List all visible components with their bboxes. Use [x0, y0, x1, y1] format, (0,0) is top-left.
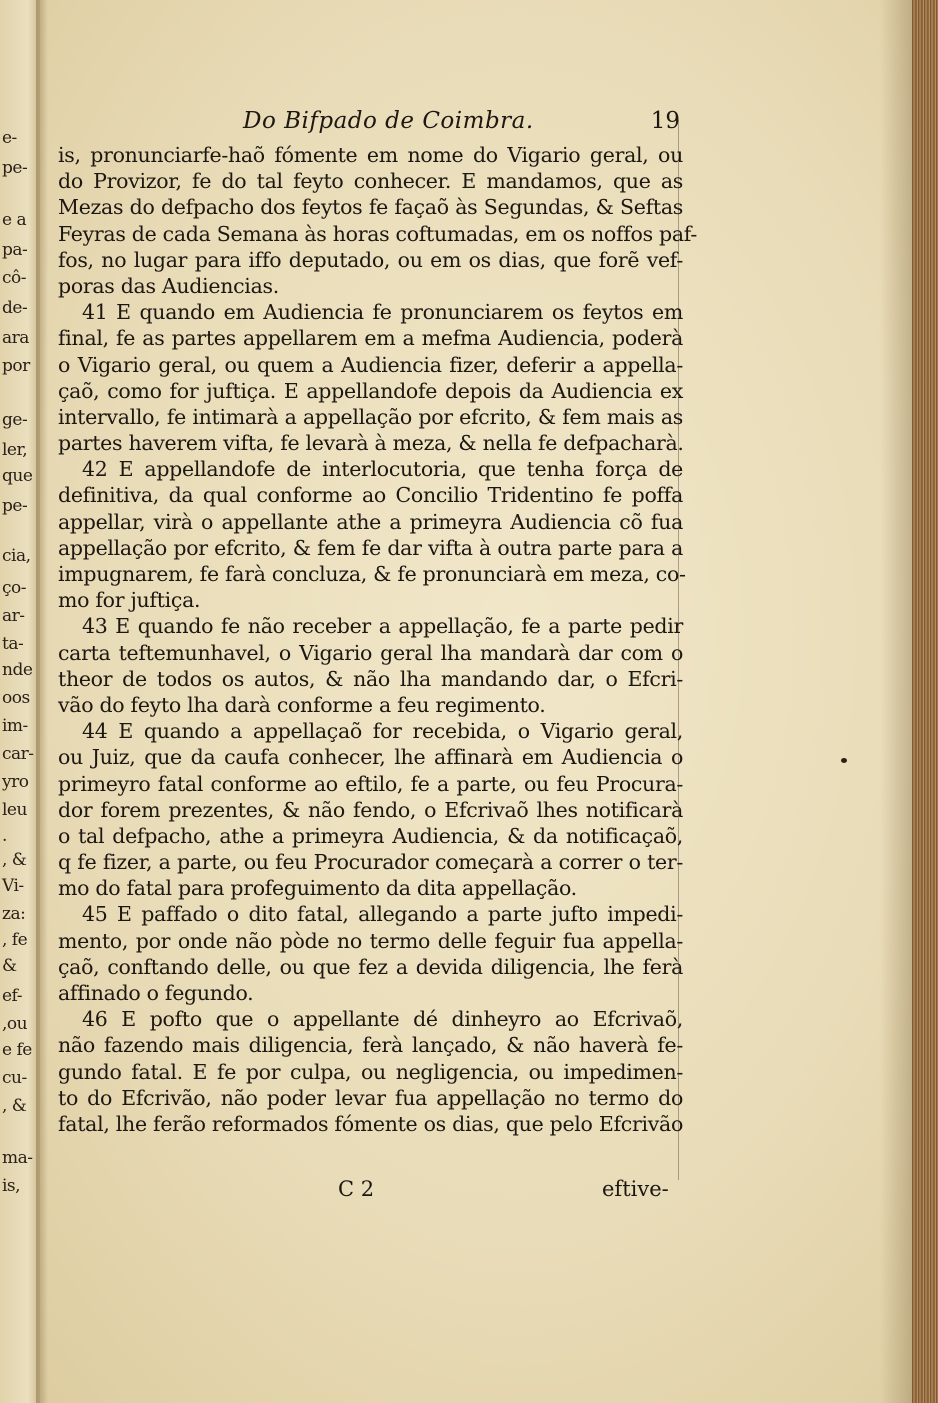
text-line: q fe fizer, a parte, ou feu Procurador começarà a correr o ter- [58, 850, 683, 875]
prev-page-fragment: e fe [2, 1040, 32, 1060]
text-line: fos, no lugar para iffo deputado, ou em os dias, que forẽ vef- [58, 247, 683, 272]
prev-page-fragment: za: [2, 904, 26, 924]
text-line: 43 E quando fe não receber a appellação, fe a parte pedir [82, 614, 683, 639]
prev-page-fragment: e- [2, 128, 17, 148]
text-line: 46 E pofto que o appellante dé dinheyro ao Efcrivaõ, [82, 1007, 683, 1032]
text-line: do Provizor, fe do tal feyto conhecer. E mandamos, que as [58, 169, 683, 194]
text-line: dor forem prezentes, & não fendo, o Efcrivaõ lhes notificarà [58, 797, 683, 822]
text-line: theor de todos os autos, & não lha mandando dar, o Efcri- [58, 666, 683, 691]
ink-spot [841, 758, 847, 763]
catchword: eftive- [602, 1177, 669, 1201]
prev-page-fragment: yro [2, 772, 29, 792]
prev-page-fragment: , fe [2, 930, 28, 950]
text-line: fatal, lhe ferão reformados fómente os dias, que pelo Efcrivão [58, 1111, 683, 1136]
prev-page-fragment: ,ou [2, 1014, 28, 1034]
prev-page-fragment: que [2, 466, 33, 486]
body-text [58, 142, 697, 1137]
prev-page-fragment: ta- [2, 634, 24, 654]
text-line: poras das Audiencias. [58, 273, 279, 298]
text-line: affinado o fegundo. [58, 981, 254, 1005]
text-line: primeyro fatal conforme ao eftilo, fe a parte, ou feu Procura- [58, 771, 683, 796]
text-line: 41 E quando em Audiencia fe pronunciarem os feytos em [82, 300, 683, 325]
prev-page-fragment: de- [2, 298, 28, 318]
text-line: appellar, virà o appellante athe a primeyra Audiencia cõ fua [58, 509, 683, 534]
text-line: to do Efcrivão, não poder levar fua appellação no termo do [58, 1085, 683, 1110]
text-line: appellação por efcrito, & fem fe dar vifta à outra parte para a [58, 535, 683, 560]
text-line: não fazendo mais diligencia, ferà lançado, & não haverà fe- [58, 1033, 683, 1058]
prev-page-fragment: is, [2, 1176, 21, 1196]
prev-page-fragment: ar- [2, 606, 25, 626]
prev-page-fragment: & [2, 956, 17, 976]
prev-page-fragment: oos [2, 688, 30, 708]
text-line: mo do fatal para profeguimento da dita appellação. [58, 876, 577, 901]
book-gutter [36, 0, 48, 1403]
text-line: impugnarem, fe farà concluza, & fe pronunciarà em meza, co- [58, 562, 686, 586]
text-line: is, pronunciarfe-haõ fómente em nome do Vigario geral, ou [58, 143, 683, 167]
text-line: mento, por onde não pòde no termo delle feguir fua appella- [58, 928, 683, 953]
prev-page-fragment: ре- [2, 158, 28, 178]
prev-page-fragment: ara [2, 328, 29, 348]
text-line: o Vigario geral, ou quem a Audiencia fizer, deferir a appella- [58, 352, 683, 377]
running-title: Do Bifpado de Coimbra. [243, 108, 534, 134]
text-line: gundo fatal. E fe por culpa, ou negligencia, ou impedimen- [58, 1059, 683, 1084]
prev-page-fragment: ma- [2, 1148, 33, 1168]
text-line: çaõ, conftando delle, ou que fez a devida diligencia, lhe ferà [58, 954, 683, 979]
text-line: çaõ, como for juftiça. E appellandofe depois da Audiencia ex [58, 378, 683, 403]
prev-page-fragment: ler, [2, 440, 28, 460]
page-header [60, 104, 680, 138]
prev-page-fragment: cu- [2, 1068, 27, 1088]
book-block-edge [912, 0, 938, 1403]
page-right-shadow [880, 0, 914, 1403]
previous-page-edge [0, 0, 40, 1403]
text-line: o tal defpacho, athe a primeyra Audiencia, & da notificaçaõ, [58, 823, 683, 848]
text-line: Feyras de cada Semana às horas coftumadas, em os noffos paf- [58, 221, 697, 246]
text-line: vão do feyto lha darà conforme a feu regimento. [58, 692, 546, 717]
prev-page-fragment: e a [2, 210, 27, 230]
text-line: Mezas do defpacho dos feytos fe façaõ às Segundas, & Seftas [58, 195, 683, 220]
text-line: intervallo, fe intimarà a appellação por efcrito, & fem mais as [58, 404, 683, 429]
prev-page-fragment: nde [2, 660, 33, 680]
prev-page-fragment: ço- [2, 578, 26, 598]
text-line: final, fe as partes appellarem em a mefma Audiencia, poderà [58, 326, 683, 351]
text-line: 42 E appellandofe de interlocutoria, que tenha força de [82, 457, 683, 482]
text-line: 45 E paffado o dito fatal, allegando a parte jufto impedi- [82, 902, 683, 927]
page-number: 19 [650, 108, 680, 134]
prev-page-fragment: pa- [2, 240, 28, 260]
prev-page-fragment: , & [2, 1096, 27, 1116]
prev-page-fragment: , & [2, 850, 27, 870]
text-line: carta teftemunhavel, o Vigario geral lha mandarà dar com o [58, 640, 683, 665]
prev-page-fragment: por [2, 356, 30, 376]
prev-page-fragment: ge- [2, 410, 28, 430]
signature-mark: C 2 [338, 1177, 375, 1201]
text-line: ou Juiz, que da caufa conhecer, lhe affinarà em Audiencia o [58, 745, 683, 770]
prev-page-fragment: cô- [2, 268, 26, 288]
text-line: mo for juftiça. [58, 588, 201, 613]
prev-page-fragment: car- [2, 744, 34, 764]
text-line: partes haverem vifta, fe levarà à meza, & nella fe defpacharà. [58, 431, 684, 456]
prev-page-fragment: ef- [2, 986, 22, 1006]
prev-page-fragment: Vi- [2, 876, 24, 896]
text-line: 44 E quando a appellaçaõ for recebida, o Vigario geral, [82, 719, 683, 744]
prev-page-fragment: . [2, 826, 7, 846]
prev-page-fragment: cia, [2, 546, 31, 566]
text-line: definitiva, da qual conforme ao Concilio Tridentino fe poffa [58, 483, 683, 508]
prev-page-fragment: leu [2, 800, 27, 820]
prev-page-fragment: pe- [2, 496, 28, 516]
prev-page-fragment: im- [2, 716, 28, 736]
